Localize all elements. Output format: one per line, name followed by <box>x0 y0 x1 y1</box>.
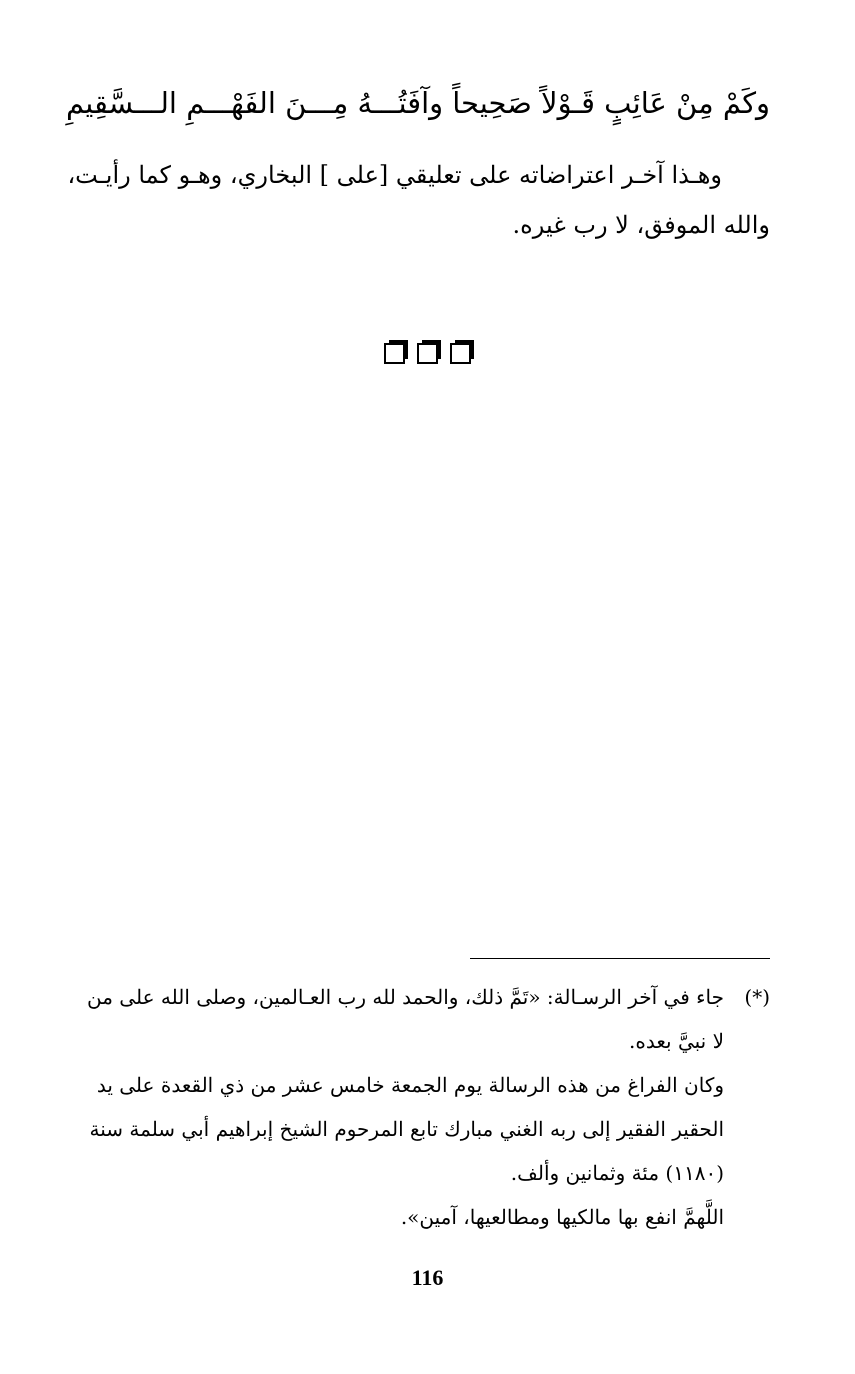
separator-box-icon <box>417 343 438 364</box>
page-number: 116 <box>411 1265 444 1290</box>
footnote-line: وكان الفراغ من هذه الرسالة يوم الجمعة خامس عشر من ذي القعدة على يد <box>96 1073 724 1097</box>
footnote-text: جاء في آخر الرسـالة: «تَمَّ ذلك، والحمد لله رب العـالمين، وصلى الله على من <box>87 985 724 1009</box>
verse-first-hemistich: وكَمْ مِنْ عَائِبٍ قَـوْلاً صَحِيحاً <box>452 86 770 120</box>
footnote-line: لا نبيَّ بعده. <box>629 1029 724 1053</box>
footnotes <box>66 975 770 1239</box>
main-text-line-2: والله الموفق، لا رب غيره. <box>512 211 770 239</box>
verse-second-hemistich: وآفَتُـــهُ مِـــنَ الفَهْـــمِ الـــسَّقِيمِ <box>66 86 444 120</box>
footnote-line: الحقير الفقير إلى ربه الغني مبارك تابع المرحوم الشيخ إبراهيم أبي سلمة سنة <box>89 1117 724 1141</box>
main-text-line-1: وهـذا آخـر اعتراضاته على تعليقي [على ] البخاري، وهـو كما رأيـت، <box>67 161 722 189</box>
footnote-divider <box>470 958 770 959</box>
footnote-line: اللَّهمَّ انفع بها مالكيها ومطالعيها، آمين». <box>400 1205 724 1229</box>
section-separator <box>0 343 855 364</box>
separator-box-icon <box>384 343 405 364</box>
separator-box-icon <box>450 343 471 364</box>
poetry-verse <box>66 78 770 128</box>
footnote-line <box>66 975 770 1019</box>
main-text <box>66 150 770 250</box>
footnote-line: (١١٨٠) مئة وثمانين وألف. <box>510 1161 724 1185</box>
footnote-marker: (*) <box>744 985 770 1009</box>
